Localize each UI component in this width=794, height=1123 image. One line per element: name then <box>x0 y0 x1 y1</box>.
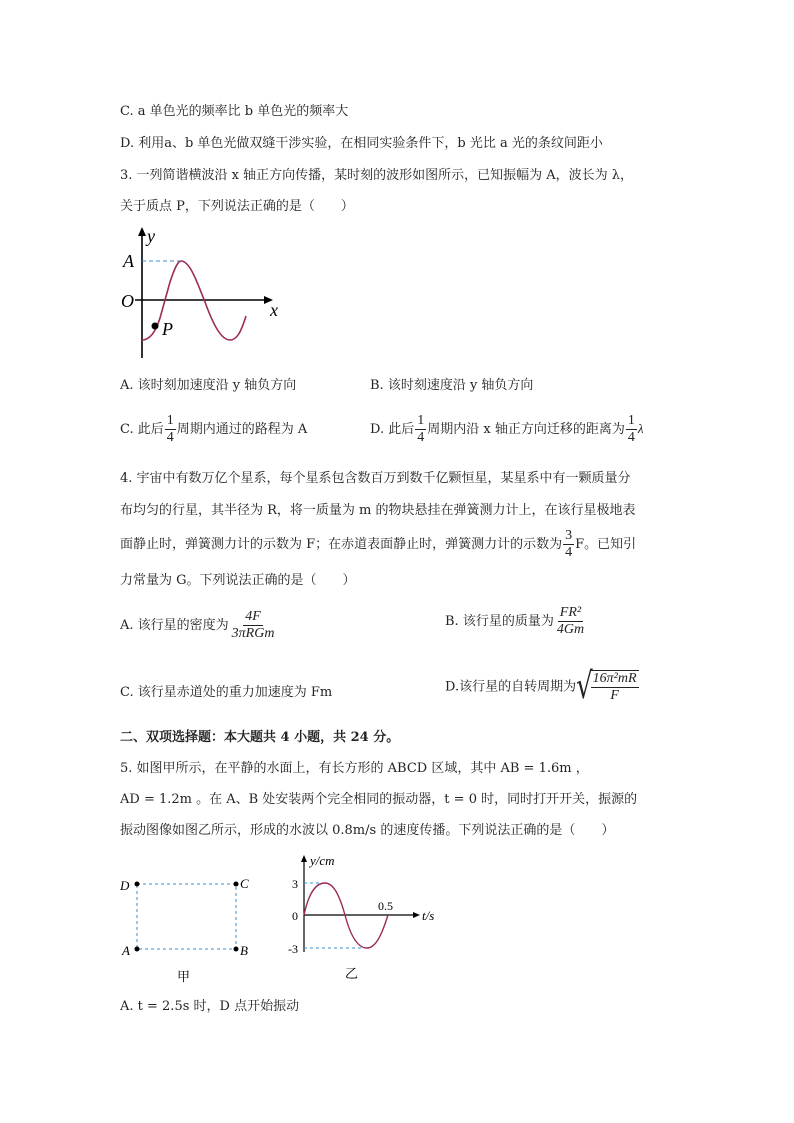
q5-figure-yi <box>282 852 452 987</box>
caption-yi: 乙 <box>345 966 359 981</box>
q4-option-d-prefix: D.该行星的自转周期为 <box>445 679 577 695</box>
q3-option-c-prefix: C. 此后 <box>120 422 164 437</box>
q5-stem-line1: 5. 如图甲所示，在平静的水面上，有长方形的 ABCD 区域，其中 AB = 1.6m ， <box>120 761 589 776</box>
q3-option-b: B. 该时刻速度沿 y 轴负方向 <box>370 378 534 393</box>
fraction: $\frac{1}{4}$ <box>417 413 425 445</box>
q4-stem-line1: 4. 宇宙中有数万亿个星系，每个星系包含数百万到数千亿颗恒星，某星系中有一颗质量分 <box>120 471 631 486</box>
yi-tick-3: 3 <box>292 877 298 891</box>
fraction: $\frac{3}{4}$ <box>565 528 573 560</box>
fraction: $\frac{1}{4}$ <box>166 413 174 445</box>
label-d: D <box>120 878 130 893</box>
yi-x-axis-label: t/s <box>422 908 435 923</box>
fraction: $\frac{4F}{\text{3πRGm}}$ <box>231 609 275 641</box>
q4-option-d <box>445 666 640 708</box>
fig-p-label: P <box>162 319 173 339</box>
fig-y-label: y <box>147 226 155 246</box>
q5-figure-jia <box>112 868 262 988</box>
q3-option-a: A. 该时刻加速度沿 y 轴负方向 <box>120 378 297 393</box>
q4-option-a-prefix: A. 该行星的密度为 <box>120 618 229 633</box>
q3-stem-line2: 关于质点 P，下列说法正确的是（ ） <box>120 199 354 214</box>
q3-stem-line1: 3. 一列简谐横波沿 x 轴正方向传播，某时刻的波形如图所示，已知振幅为 A，波长为 λ， <box>120 168 634 183</box>
point-p-dot <box>152 323 159 330</box>
fraction: $\frac{\text{FR²}}{4Gm}$ <box>556 605 585 637</box>
yi-y-axis-label: y/cm <box>310 853 335 868</box>
yi-tick-minus-3: -3 <box>288 942 298 956</box>
q4-line3-prefix: 面静止时，弹簧测力计的示数为 F；在赤道表面静止时，弹簧测力计的示数为 <box>120 537 563 552</box>
q4-stem-line3 <box>120 528 636 561</box>
q3-option-c <box>120 413 307 446</box>
q4-option-c: C. 该行星赤道处的重力加速度为 Fm <box>120 685 333 700</box>
yi-tick-0.5: 0.5 <box>378 899 393 913</box>
q4-option-b <box>445 605 587 638</box>
q5-stem-line2: AD = 1.2m 。在 A、B 处安装两个完全相同的振动器，t = 0 时，同时打开开关，振源的 <box>120 792 638 807</box>
q3-wave-figure <box>115 222 295 362</box>
q4-line3-suffix: F。已知引 <box>575 537 637 552</box>
q2-option-c: C. a 单色光的频率比 b 单色光的频率大 <box>120 104 349 119</box>
q4-stem-line4: 力常量为 G。下列说法正确的是（ ） <box>120 573 356 588</box>
fraction: $\frac{\text{16π²mR}}{F}$ <box>592 671 637 703</box>
yi-tick-0: 0 <box>292 909 298 923</box>
fig-x-label: x <box>270 300 278 320</box>
caption-jia: 甲 <box>177 969 191 984</box>
q5-option-a: A. t = 2.5s 时，D 点开始振动 <box>120 999 300 1014</box>
fig-amplitude-label: A <box>123 251 134 271</box>
q4-option-a <box>120 609 277 642</box>
q3-option-c-suffix: 周期内通过的路程为 A <box>176 422 308 437</box>
q3-option-d-prefix: D. 此后 <box>370 422 415 437</box>
fig-origin-label: O <box>121 291 134 311</box>
q5-stem-line3: 振动图像如图乙所示，形成的水波以 0.8m/s 的速度传播。下列说法正确的是（ ） <box>120 823 615 838</box>
label-a: A <box>122 943 130 958</box>
q3-option-d-middle: 周期内沿 x 轴正方向迁移的距离为 <box>427 422 625 437</box>
section-2-heading: 二、双项选择题：本大题共 4 小题，共 24 分。 <box>120 730 400 745</box>
q4-option-b-prefix: B. 该行星的质量为 <box>445 614 554 629</box>
sqrt-sign-icon: √ <box>576 666 593 708</box>
label-c: C <box>240 876 249 891</box>
sqrt-expression <box>576 666 639 708</box>
q4-stem-line2: 布均匀的行星，其半径为 R，将一质量为 m 的物块悬挂在弹簧测力计上，在该行星极地表 <box>120 503 636 518</box>
fraction: $\frac{1}{4}$ <box>627 413 635 445</box>
lambda-symbol: λ <box>637 421 644 436</box>
q3-option-d <box>370 413 643 446</box>
q2-option-d: D. 利用a、b 单色光做双缝干涉实验，在相同实验条件下，b 光比 a 光的条纹间距小 <box>120 136 603 151</box>
label-b: B <box>240 943 248 958</box>
